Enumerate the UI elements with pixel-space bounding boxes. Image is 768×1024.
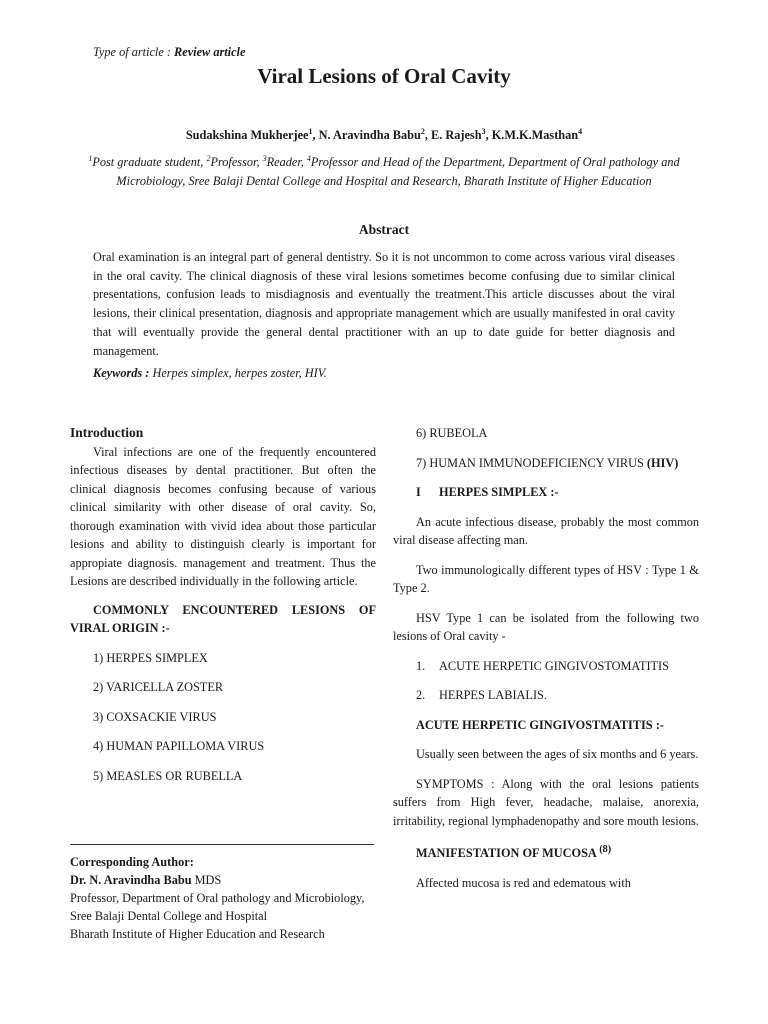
herpes-para-1: An acute infectious disease, probably the most common viral disease affecting man. (393, 514, 699, 547)
author-2: , N. Aravindha Babu (312, 128, 421, 143)
author-3: , E. Rajesh (424, 128, 482, 143)
common-lesions-heading: COMMONLY ENCOUNTERED LESIONS OF VIRAL ORIGIN :- (70, 602, 376, 635)
mucosa-heading (393, 841, 699, 863)
corresponding-name-line (70, 871, 376, 889)
affil-sup-4: 4 (306, 154, 311, 163)
herpes-simplex-title: HERPES SIMPLEX :- (439, 485, 559, 499)
lesion-list-item-7-abbr: (HIV) (646, 455, 679, 470)
herpes-simplex-heading (393, 483, 699, 502)
lesion-list-item-1: 1) HERPES SIMPLEX (93, 650, 208, 665)
corresponding-name: Dr. N. Aravindha Babu (70, 873, 192, 887)
herpes-sub-item-2-number: 2. (416, 688, 426, 702)
introduction-heading: Introduction (70, 425, 144, 440)
keywords-label: Keywords : (93, 366, 153, 380)
ahg-symptoms: SYMPTOMS : Along with the oral lesions patients suffers from High fever, headache, malaise, anorexia, irritability, regional lymphadenopathy and sore mouth lesions. (393, 776, 699, 828)
herpes-sub-item-1 (393, 657, 699, 676)
lesion-list-item-2: 2) VARICELLA ZOSTER (93, 680, 224, 694)
affil-text-1: Post graduate student, (92, 155, 207, 170)
corresponding-dept: Professor, Department of Oral pathology and Microbiology, Sree Balaji Dental College and Hospital (70, 891, 365, 923)
article-type-label: Type of article : (93, 45, 175, 59)
mucosa-para: Affected mucosa is red and edematous with (416, 875, 631, 890)
lesion-list-item-4: 4) HUMAN PAPILLOMA VIRUS (93, 739, 265, 753)
lesion-list-item-3: 3) COXSACKIE VIRUS (93, 709, 217, 724)
corresponding-author (70, 853, 376, 943)
lesion-list-item-6: 6) RUBEOLA (416, 426, 488, 440)
affil-text-2: Professor, (210, 155, 263, 170)
paper-title: Viral Lesions of Oral Cavity (257, 64, 511, 88)
footnote-divider (70, 844, 374, 845)
keywords (93, 366, 327, 381)
herpes-sub-item-2 (393, 686, 699, 705)
affil-text-3: Reader, (266, 155, 307, 170)
affil-sup-2: 2 (206, 154, 211, 163)
author-list (0, 127, 768, 143)
right-column (393, 424, 699, 892)
lesion-list-item-7 (393, 454, 699, 473)
mucosa-reference: (8) (599, 844, 612, 855)
author-1: Sudakshina Mukherjee (185, 128, 309, 143)
author-2-sup: 2 (420, 127, 425, 136)
herpes-para-3: HSV Type 1 can be isolated from the following two lesions of Oral cavity - (393, 610, 699, 643)
herpes-sub-item-2-text: HERPES LABIALIS. (439, 688, 547, 702)
affil-text-4: Professor and Head of the Department, Department of Oral pathology and Microbiology, Sree Balaji Dental College and Hospital and Research, Bharath Institute of Higher Education (116, 155, 680, 188)
herpes-sub-item-1-number: 1. (416, 658, 426, 673)
author-4-sup: 4 (578, 127, 583, 136)
lesion-list-item-5: 5) MEASLES OR RUBELLA (93, 768, 243, 783)
keywords-value: Herpes simplex, herpes zoster, HIV. (152, 366, 327, 380)
mucosa-heading-text: MANIFESTATION OF MUCOSA (416, 846, 600, 861)
article-type (93, 45, 245, 60)
author-4: , K.M.K.Masthan (485, 128, 579, 143)
abstract-heading: Abstract (358, 222, 410, 237)
ahg-para-1: Usually seen between the ages of six months and 6 years. (416, 747, 699, 761)
introduction-text: Viral infections are one of the frequently encountered infectious diseases by dental practitioner. But often the clinical diagnosis becomes confusing because of various clinical similarity with other disease of oral cavity. So, thorough examination with vivid idea about those particular lesions and ability to distinguish clearly is important for appropiate diagnosis. management and treatment. Thus the Lesions are described individually in the following article. (70, 444, 376, 588)
lesion-list-item-7-text: 7) HUMAN IMMUNODEFICIENCY VIRUS (416, 455, 647, 470)
ahg-heading: ACUTE HERPETIC GINGIVOSTMATITIS :- (416, 717, 664, 732)
corresponding-degree: MDS (191, 873, 222, 887)
abstract-text: Oral examination is an integral part of general dentistry. So it is not uncommon to come across various viral diseases in the oral cavity. The clinical diagnosis of these viral lesions sometimes become confusing due to similar clinical presentations, confusion leads to misdiagnosis and eventually the treatment.This article discusses about the viral lesions, their clinical presentation, diagnosis and appropriate management which are usually manifested in oral cavity that will eventually provide the general dental practitioner with an up to date guide for better diagnosis and management. (93, 250, 675, 358)
corresponding-label: Corresponding Author: (70, 855, 194, 869)
herpes-simplex-number: I (416, 485, 421, 499)
author-3-sup: 3 (481, 127, 486, 136)
author-1-sup: 1 (308, 127, 313, 136)
herpes-sub-item-1-text: ACUTE HERPETIC GINGIVOSTOMATITIS (439, 658, 669, 673)
affil-sup-3: 3 (262, 154, 267, 163)
article-type-value: Review article (174, 45, 246, 59)
herpes-para-2: Two immunologically different types of HSV : Type 1 & Type 2. (393, 562, 699, 595)
affil-sup-1: 1 (88, 154, 93, 163)
affiliations (60, 150, 708, 190)
left-column (70, 424, 376, 785)
corresponding-institution: Bharath Institute of Higher Education and Research (70, 927, 325, 941)
